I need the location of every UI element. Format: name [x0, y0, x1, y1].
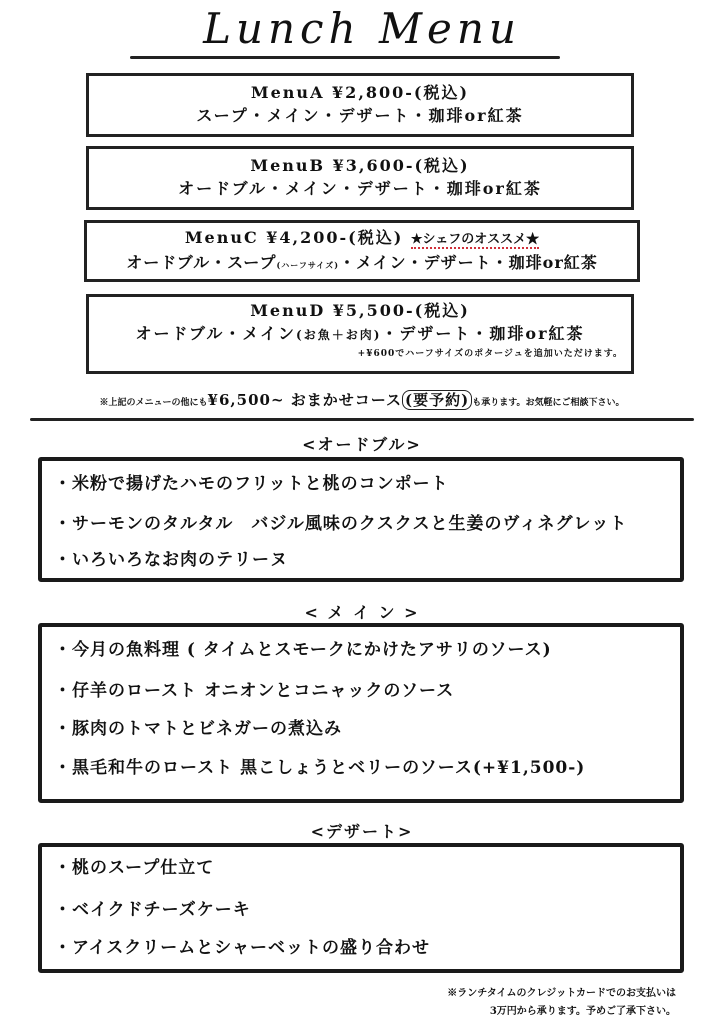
credit-card-note	[447, 985, 676, 1021]
dish-item: ・アイスクリームとシャーベットの盛り合わせ	[54, 938, 430, 958]
plan-b	[86, 146, 634, 210]
dessert-box	[38, 843, 684, 973]
plan-d-addon-note: +¥600でハーフサイズのポタージュを追加いただけます。	[357, 349, 623, 359]
plan-d-courses-a: オードブル・メイン	[135, 324, 297, 343]
credit-card-note-line1: ※ランチタイムのクレジットカードでのお支払いは	[447, 988, 676, 999]
menu-title: Lunch Menu	[203, 4, 521, 53]
omakase-prefix: ※上記のメニューの他にも	[99, 398, 208, 408]
plan-d-courses	[89, 322, 631, 347]
omakase-reservation: (要予約)	[402, 390, 472, 410]
dish-item: ・今月の魚料理 ( タイムとスモークにかけたアサリのソース)	[54, 640, 552, 660]
plan-c-courses-b: ・メイン・デザート・珈琲or紅茶	[339, 253, 598, 272]
omakase-price: ¥6,500~ おまかせコース	[207, 391, 402, 409]
plan-b-price: MenuB ¥3,600-(税込)	[250, 156, 470, 175]
plan-a-price: MenuA ¥2,800-(税込)	[250, 83, 470, 102]
plan-d-price: MenuD ¥5,500-(税込)	[250, 301, 470, 320]
dish-item: ・豚肉のトマトとビネガーの煮込み	[54, 719, 342, 739]
dish-item: ・桃のスープ仕立て	[54, 858, 215, 878]
dish-item: ・黒毛和牛のロースト 黒こしょうとベリーのソース(+¥1,500-)	[54, 758, 586, 778]
credit-card-note-line2: 3万円から承ります。予めご了承下さい。	[489, 1006, 676, 1017]
dish-item: ・サーモンのタルタル バジル風味のクスクスと生姜のヴィネグレット	[54, 514, 628, 534]
plan-c-courses-note: (ハーフサイズ)	[276, 260, 339, 270]
section-title-main: < メ イ ン >	[304, 603, 420, 622]
hors-doeuvre-box	[38, 457, 684, 582]
title-underline	[130, 56, 560, 59]
plan-c-courses	[87, 251, 637, 277]
omakase-suffix: も承ります。お気軽にご相談下さい。	[472, 398, 625, 408]
section-title-dessert: <デザート>	[310, 822, 414, 841]
dish-item: ・いろいろなお肉のテリーヌ	[54, 550, 288, 570]
dish-item: ・米粉で揚げたハモのフリットと桃のコンポート	[54, 474, 449, 494]
main-box	[38, 623, 684, 803]
plan-c-header	[87, 227, 637, 251]
section-title-hors-doeuvre: <オードブル>	[302, 435, 422, 454]
plan-b-courses: オードブル・メイン・デザート・珈琲or紅茶	[178, 179, 542, 198]
omakase-note	[0, 389, 724, 410]
plan-d	[86, 294, 634, 374]
plan-d-courses-b: ・デザート・珈琲or紅茶	[381, 324, 585, 343]
dish-item: ・ベイクドチーズケーキ	[54, 900, 251, 920]
divider-line	[30, 418, 694, 421]
plan-c	[84, 220, 640, 282]
plan-a-courses: スープ・メイン・デザート・珈琲or紅茶	[196, 106, 524, 125]
chef-recommendation-badge: ★シェフのオススメ★	[410, 232, 540, 247]
plan-c-price: MenuC ¥4,200-(税込)	[184, 228, 404, 247]
plan-d-courses-note: (お魚＋お肉)	[296, 328, 382, 342]
plan-c-courses-a: オードブル・スープ	[126, 253, 277, 272]
plan-a	[86, 73, 634, 137]
dish-item: ・仔羊のロースト オニオンとコニャックのソース	[54, 681, 455, 701]
